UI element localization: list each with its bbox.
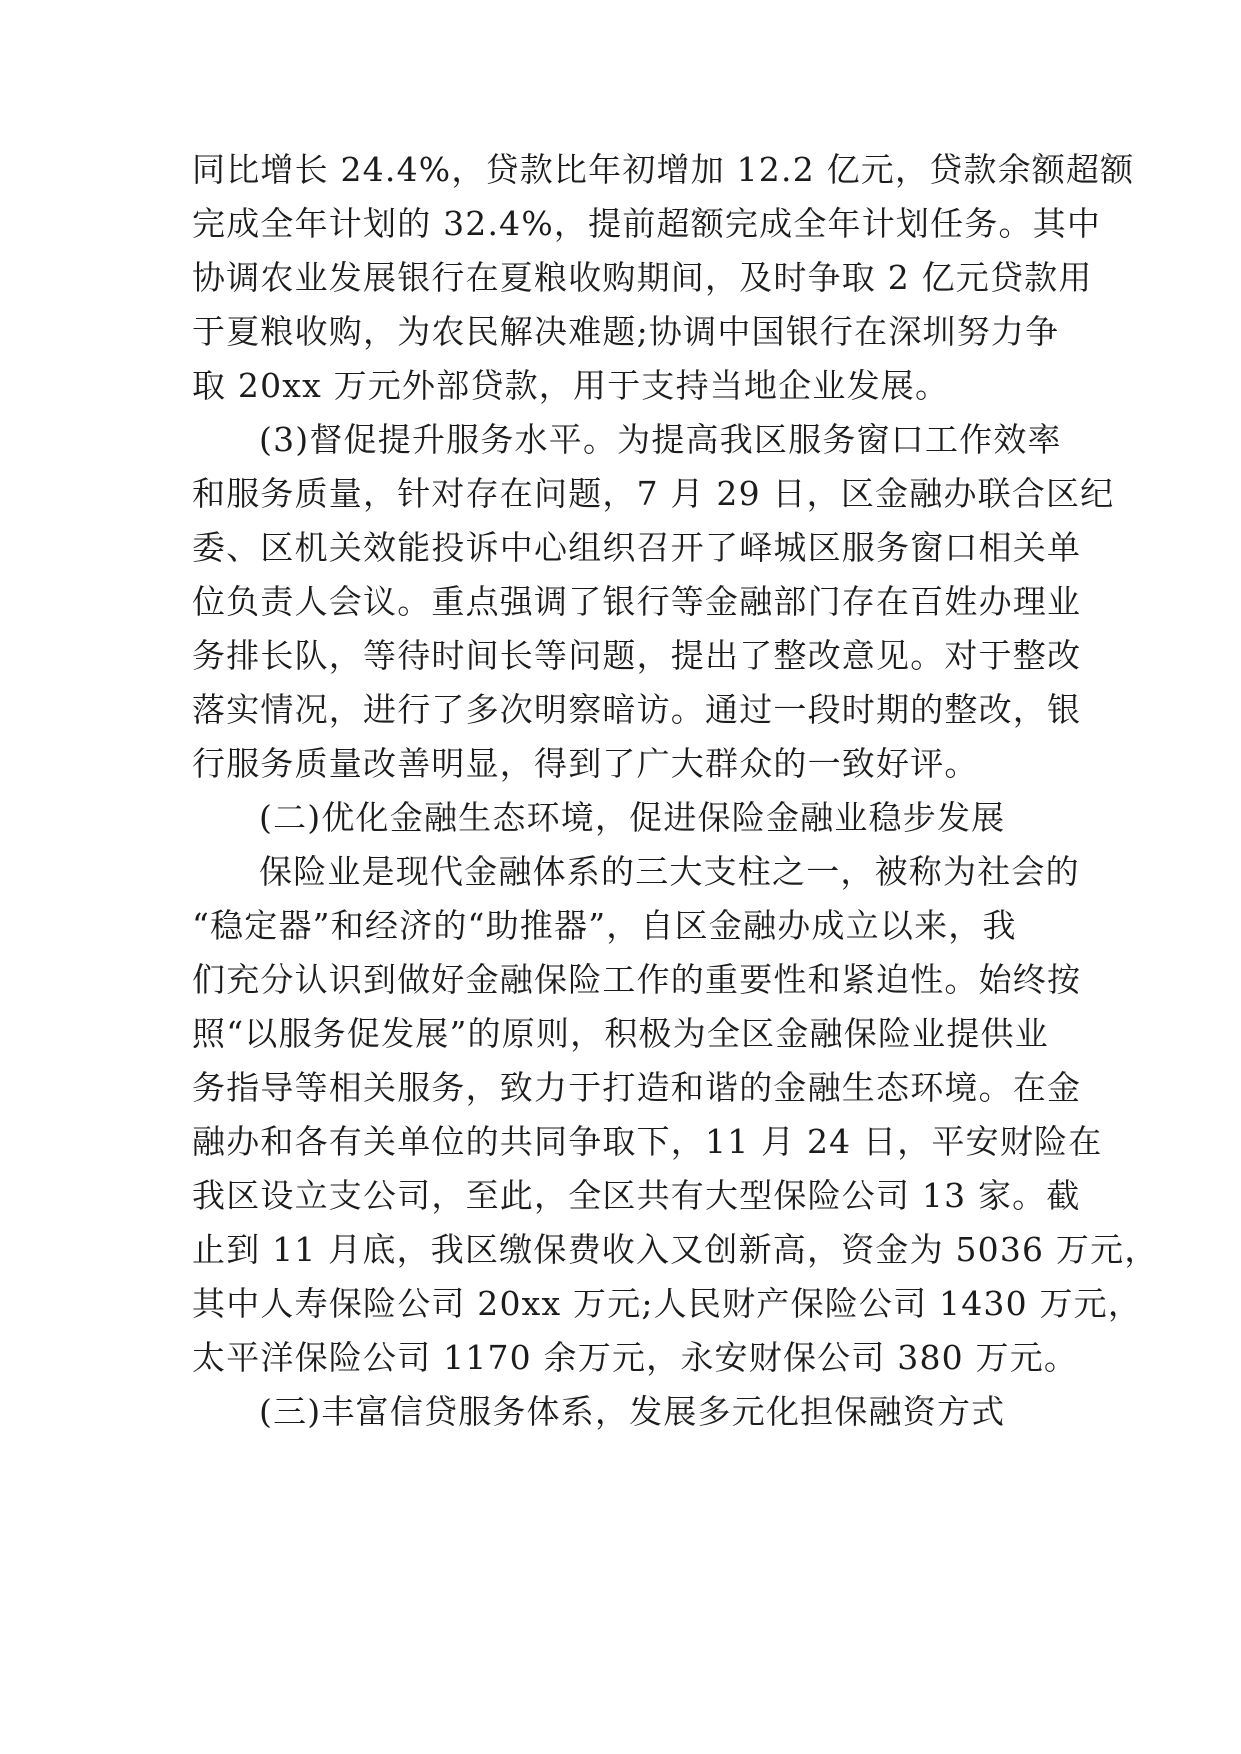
text-line: 协调农业发展银行在夏粮收购期间，及时争取 2 亿元贷款用 [192, 258, 1093, 297]
text-line: 务排长队，等待时间长等问题，提出了整改意见。对于整改 [192, 636, 1082, 675]
text-line: 于夏粮收购，为农民解决难题;协调中国银行在深圳努力争 [192, 312, 1060, 351]
text-line: 止到 11 月底，我区缴保费收入又创新高，资金为 5036 万元， [192, 1230, 1159, 1269]
section-heading: (二)优化金融生态环境，促进保险金融业稳步发展 [259, 798, 1006, 837]
text-line: 完成全年计划的 32.4%，提前超额完成全年计划任务。其中 [192, 204, 1102, 243]
text-line: 其中人寿保险公司 20xx 万元;人民财产保险公司 1430 万元， [192, 1284, 1143, 1323]
section-heading: (三)丰富信贷服务体系，发展多元化担保融资方式 [259, 1392, 1006, 1431]
text-line: 行服务质量改善明显，得到了广大群众的一致好评。 [192, 744, 979, 783]
text-line: 委、区机关效能投诉中心组织召开了峄城区服务窗口相关单 [192, 528, 1082, 567]
text-line: 落实情况，进行了多次明察暗访。通过一段时期的整改，银 [192, 690, 1082, 729]
text-line: 位负责人会议。重点强调了银行等金融部门存在百姓办理业 [192, 582, 1082, 621]
text-line: 同比增长 24.4%，贷款比年初增加 12.2 亿元，贷款余额超额 [192, 150, 1135, 189]
text-line: 取 20xx 万元外部贷款，用于支持当地企业发展。 [192, 366, 950, 405]
text-line: 们充分认识到做好金融保险工作的重要性和紧迫性。始终按 [192, 960, 1082, 999]
text-line: 太平洋保险公司 1170 余万元，永安财保公司 380 万元。 [192, 1338, 1079, 1377]
text-line: 融办和各有关单位的共同争取下，11 月 24 日，平安财险在 [192, 1122, 1103, 1161]
text-line: 和服务质量，针对存在问题，7 月 29 日，区金融办联合区纪 [192, 474, 1115, 513]
text-line: 照“以服务促发展”的原则，积极为全区金融保险业提供业 [192, 1014, 1049, 1053]
section-heading: (3)督促提升服务水平。为提高我区服务窗口工作效率 [259, 420, 1062, 459]
text-line: 务指导等相关服务，致力于打造和谐的金融生态环境。在金 [192, 1068, 1082, 1107]
text-line: “稳定器”和经济的“助推器”，自区金融办成立以来，我 [192, 906, 1017, 945]
text-line: 保险业是现代金融体系的三大支柱之一，被称为社会的 [259, 852, 1080, 891]
text-line: 我区设立支公司，至此，全区共有大型保险公司 13 家。截 [192, 1176, 1081, 1215]
